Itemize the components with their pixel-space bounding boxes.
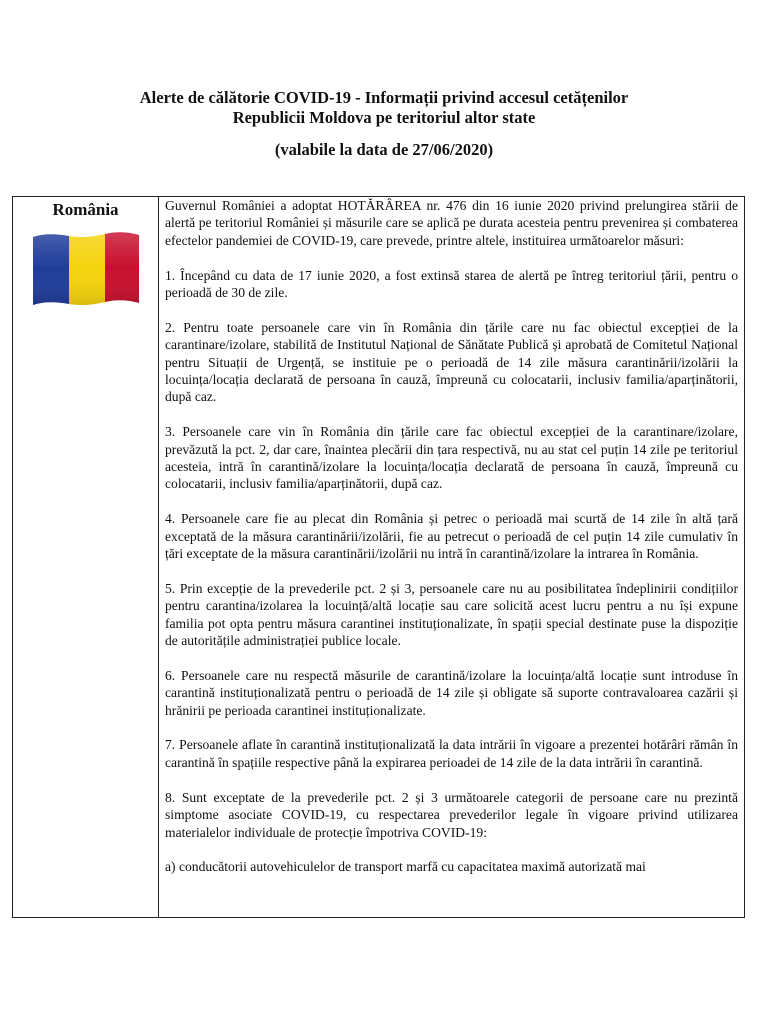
measure-paragraph: 7. Persoanele aflate în carantină instituționalizată la data intrării în vigoare a prezentei hotărâri rămân în carantină în spațiile respective până la expirarea perioadei de 14 zile de la data intrării în carantină. — [165, 737, 738, 770]
title-line-1: Alerte de călătorie COVID-19 - Informații privind accesul cetățenilor — [139, 88, 629, 107]
measure-paragraph: 4. Persoanele care fie au plecat din România și petrec o perioadă mai scurtă de 14 zile în altă țară exceptată de la măsura carantinării/izolării, fie au petrecut o perioadă de cel puțin 14 zile cumulativ în țări exceptate de la măsura carantinării/izolării nu intră în carantină/izolare la intrarea în România. — [165, 511, 738, 562]
measure-paragraph: 5. Prin excepție de la prevederile pct. 2 și 3, persoanele care nu au posibilitatea îndeplinirii condițiilor pentru carantina/izolarea la locuință/altă locație sau care solicită acest lucru pentru a nu își expune familia pot opta pentru măsura carantinei instituționalizate, în spații special destinate puse la dispoziție de autoritățile administrației publice locale. — [165, 580, 738, 649]
validity-date: (valabile la data de 27/06/2020) — [274, 140, 494, 159]
measure-paragraph: 6. Persoanele care nu respectă măsurile de carantină/izolare la locuința/altă locație sunt introduse în carantină instituționalizată pentru o perioadă de 14 zile și obligate să suporte contravaloarea cazării și hrănirii pe perioada carantinei instituționalizate. — [165, 667, 738, 718]
country-info-table — [12, 196, 745, 918]
measure-paragraph: a) conducătorii autovehiculelor de transport marfă cu capacitatea maximă autorizată mai — [165, 859, 646, 875]
title-line-2: Republicii Moldova pe teritoriul altor state — [232, 108, 536, 127]
measures-text-cell — [159, 197, 744, 917]
document-title — [0, 88, 768, 128]
measure-paragraph: 1. Începând cu data de 17 iunie 2020, a fost extinsă starea de alertă pe întreg teritoriul țării, pentru o perioadă de 30 de zile. — [165, 267, 738, 301]
measure-paragraph: 2. Pentru toate persoanele care vin în România din țările care nu fac obiectul excepției de la carantinare/izolare, stabilită de Institutul Național de Sănătate Publică și aprobată de Comitetul Național pentru Situații de Urgență, se instituie pe o perioadă de 14 zile măsura carantinării/izolării la locuința/locația declarată de persoana în cauză, împreună cu colocatarii, inclusiv familia/aparținătorii, după caz. — [165, 319, 738, 405]
flag-container — [13, 231, 158, 307]
country-cell — [13, 197, 159, 917]
country-name: România — [52, 200, 119, 219]
measure-paragraph: 3. Persoanele care vin în România din țările care fac obiectul excepției de la carantinare/izolare, prevăzută la pct. 2, dar care, înaintea plecării din țara respectivă, nu au stat cel puțin 14 zile pe teritoriul acesteia, intră în carantină/izolare la locuința/locația declarată de persoana în cauză, împreună cu colocatarii, inclusiv familia/aparținătorii, după caz. — [165, 424, 738, 492]
intro-paragraph: Guvernul României a adoptat HOTĂRÂREA nr. 476 din 16 iunie 2020 privind prelungirea stării de alertă pe teritoriul României și măsurile care se aplică pe durata acesteia pentru prevenirea și combaterea efectelor pandemiei de COVID-19, care prevede, printre altele, instituirea următoarelor măsuri: — [165, 198, 738, 248]
flag-shading — [33, 232, 139, 305]
romania-flag-icon — [33, 231, 139, 307]
measure-paragraph: 8. Sunt exceptate de la prevederile pct. 2 și 3 următoarele categorii de persoane care nu prezintă simptome asociate COVID-19, cu respectarea prevederilor legale în vigoare privind utilizarea materialelor individuale de protecție împotriva COVID-19: — [165, 789, 738, 840]
